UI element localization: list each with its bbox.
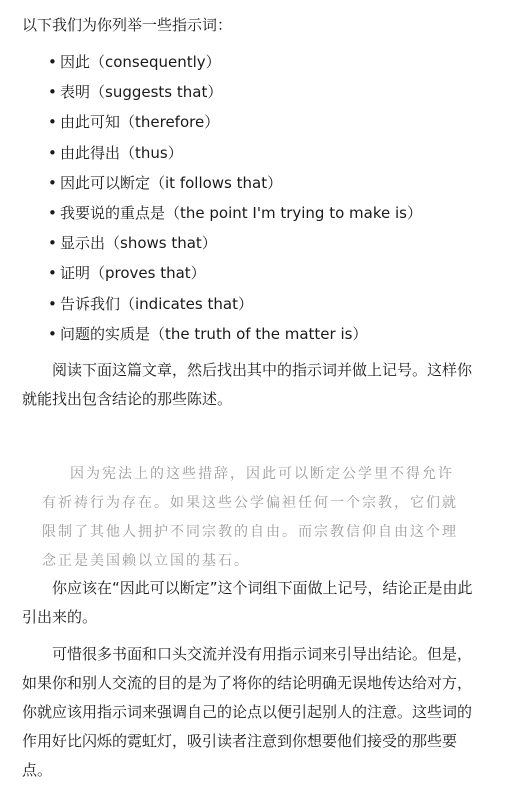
list-item-text: 告诉我们（indicates that） <box>60 294 253 313</box>
bullet-icon: • <box>48 264 57 283</box>
list-item <box>48 319 422 349</box>
closing-paragraph: 可惜很多书面和口头交流并没有用指示词来引导出结论。但是，如果你和别人交流的目的是为了将你的结论明确无误地传达给对方，你就应该用指示词来强调自己的论点以便引起别人的注意。这些词的作用好比闪烁的霓虹灯，吸引读者注意到你想要他们接受的那些要点。 <box>22 645 473 779</box>
list-item <box>48 77 422 107</box>
bullet-icon: • <box>48 143 57 162</box>
bullet-icon: • <box>48 173 57 192</box>
list-item <box>48 107 422 137</box>
list-item <box>48 198 422 228</box>
intro-text: 以下我们为你列举一些指示词： <box>22 16 233 34</box>
bullet-icon: • <box>48 203 57 222</box>
bullet-icon: • <box>48 53 57 71</box>
list-item-text: 我要说的重点是（the point I'm trying to make is） <box>60 203 422 222</box>
bullet-icon: • <box>48 234 57 253</box>
list-item-text: 因此可以断定（it follows that） <box>60 173 283 192</box>
sample-passage: 因为宪法上的这些措辞，因此可以断定公学里不得允许有祈祷行为存在。如果这些公学偏袒任何一个宗教，它们就限制了其他人拥护不同宗教的自由。而宗教信仰自由这个理念正是美国赖以立国的基石。 <box>42 466 458 569</box>
list-item-text: 显示出（shows that） <box>60 234 217 253</box>
list-item <box>48 168 422 198</box>
list-item-text: 由此可知（therefore） <box>60 113 220 132</box>
bullet-icon: • <box>48 113 57 132</box>
indicator-word-list <box>48 47 422 349</box>
list-item-text: 由此得出（thus） <box>60 143 183 162</box>
list-item-text: 表明（suggests that） <box>60 83 223 102</box>
bullet-icon: • <box>48 324 57 343</box>
list-item <box>48 47 422 77</box>
list-item-text: 因此（consequently） <box>60 53 221 71</box>
answer-paragraph: 你应该在“因此可以断定”这个词组下面做上记号，结论正是由此引出来的。 <box>22 579 473 626</box>
list-item <box>48 258 422 288</box>
list-item <box>48 289 422 319</box>
list-item-text: 问题的实质是（the truth of the matter is） <box>60 324 368 343</box>
list-item-text: 证明（proves that） <box>60 264 206 283</box>
bullet-icon: • <box>48 294 57 313</box>
list-item <box>48 228 422 258</box>
instruction-paragraph: 阅读下面这篇文章，然后找出其中的指示词并做上记号。这样你就能找出包含结论的那些陈述。 <box>22 361 473 408</box>
bullet-icon: • <box>48 83 57 102</box>
list-item <box>48 138 422 168</box>
